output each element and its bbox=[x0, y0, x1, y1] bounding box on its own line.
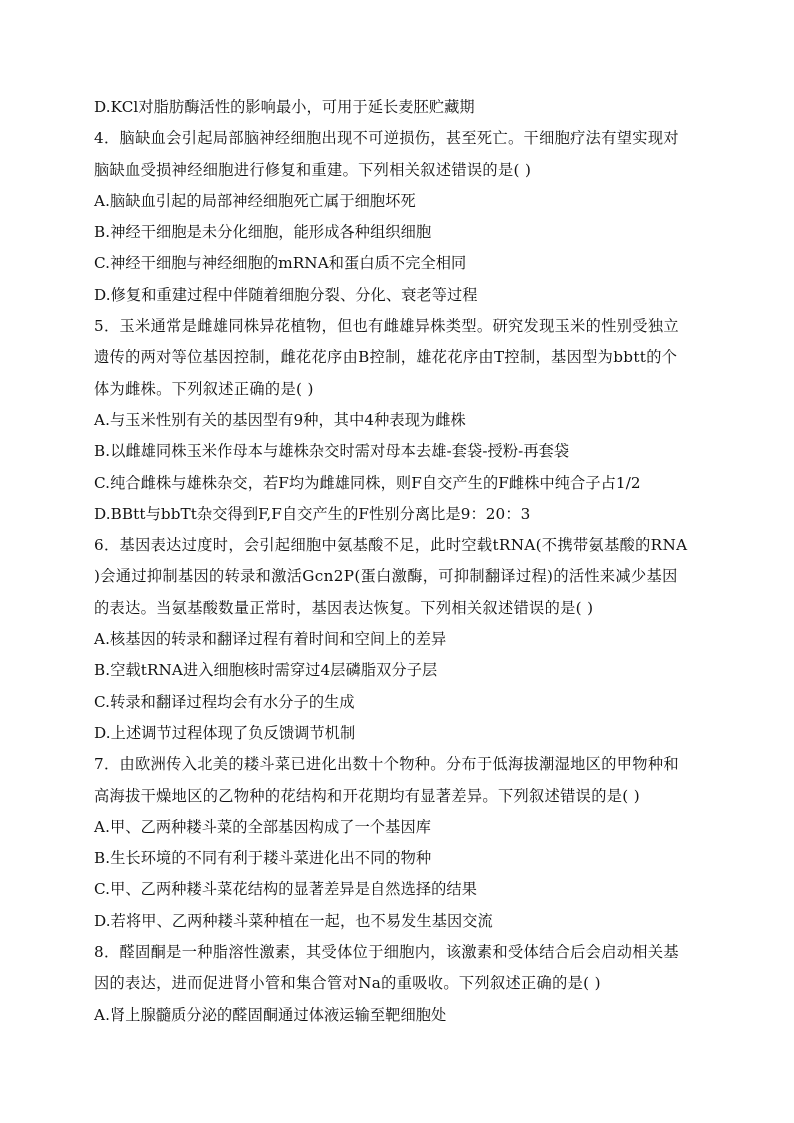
question-4-stem: 4．脑缺血会引起局部脑神经细胞出现不可逆损伤，甚至死亡。干细胞疗法有望实现对 bbox=[94, 129, 679, 148]
option-line: B.生长环境的不同有利于耧斗菜进化出不同的物种 bbox=[94, 849, 432, 868]
option-line: A.与玉米性别有关的基因型有9种，其中4种表现为雌株 bbox=[94, 410, 466, 429]
option-line: D.上述调节过程体现了负反馈调节机制 bbox=[94, 723, 356, 742]
option-line: A.核基因的转录和翻译过程有着时间和空间上的差异 bbox=[94, 630, 447, 649]
option-line: C.神经干细胞与神经细胞的mRNA和蛋白质不完全相同 bbox=[94, 254, 467, 273]
option-line: A.肾上腺髓质分泌的醛固酮通过体液运输至靶细胞处 bbox=[94, 1005, 447, 1024]
option-line: A.甲、乙两种耧斗菜的全部基因构成了一个基因库 bbox=[94, 817, 432, 836]
question-6-stem: 的表达。当氨基酸数量正常时，基因表达恢复。下列相关叙述错误的是( ) bbox=[94, 598, 594, 617]
option-line: B.神经干细胞是未分化细胞，能形成各种组织细胞 bbox=[94, 223, 432, 242]
option-line: B.以雌雄同株玉米作母本与雄株杂交时需对母本去雄-套袋-授粉-再套袋 bbox=[94, 442, 570, 461]
option-line: D.BBtt与bbTt杂交得到F,F自交产生的F性别分离比是9：20：3 bbox=[94, 504, 531, 523]
option-line: B.空载tRNA进入细胞核时需穿过4层磷脂双分子层 bbox=[94, 661, 438, 680]
option-line: D.修复和重建过程中伴随着细胞分裂、分化、衰老等过程 bbox=[94, 285, 478, 304]
option-line: D.若将甲、乙两种耧斗菜种植在一起，也不易发生基因交流 bbox=[94, 911, 493, 930]
question-4-stem: 脑缺血受损神经细胞进行修复和重建。下列相关叙述错误的是( ) bbox=[94, 160, 532, 179]
question-5-stem: 5．玉米通常是雌雄同株异花植物，但也有雌雄异株类型。研究发现玉米的性别受独立 bbox=[94, 317, 679, 336]
question-5-stem: 遗传的两对等位基因控制，雌花花序由B控制，雄花花序由T控制，基因型为bbtt的个 bbox=[94, 348, 678, 367]
document-page bbox=[94, 92, 724, 1031]
option-line: C.转录和翻译过程均会有水分子的生成 bbox=[94, 692, 355, 711]
question-7-stem: 7．由欧洲传入北美的耧斗菜已进化出数十个物种。分布于低海拔潮湿地区的甲物种和 bbox=[94, 755, 679, 774]
question-8-stem: 8．醛固酮是一种脂溶性激素，其受体位于细胞内，该激素和受体结合后会启动相关基 bbox=[94, 943, 679, 962]
question-6-stem: )会通过抑制基因的转录和激活Gcn2P(蛋白激酶，可抑制翻译过程)的活性来减少基因 bbox=[94, 567, 678, 586]
question-7-stem: 高海拔干燥地区的乙物种的花结构和开花期均有显著差异。下列叙述错误的是( ) bbox=[94, 786, 641, 805]
question-5-stem: 体为雌株。下列叙述正确的是( ) bbox=[94, 379, 314, 398]
option-line: D.KCl对脂肪酶活性的影响最小，可用于延长麦胚贮藏期 bbox=[94, 98, 475, 116]
question-8-stem: 因的表达，进而促进肾小管和集合管对Na的重吸收。下列叙述正确的是( ) bbox=[94, 974, 601, 993]
option-line: C.甲、乙两种耧斗菜花结构的显著差异是自然选择的结果 bbox=[94, 880, 478, 899]
option-line: C.纯合雌株与雄株杂交，若F均为雌雄同株，则F自交产生的F雌株中纯合子占1/2 bbox=[94, 473, 641, 492]
question-6-stem: 6．基因表达过度时，会引起细胞中氨基酸不足，此时空载tRNA(不携带氨基酸的RNA bbox=[94, 536, 688, 555]
option-line: A.脑缺血引起的局部神经细胞死亡属于细胞坏死 bbox=[94, 191, 416, 210]
